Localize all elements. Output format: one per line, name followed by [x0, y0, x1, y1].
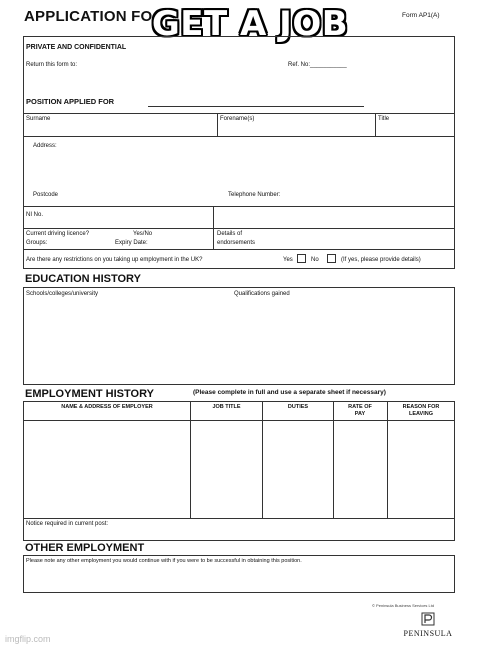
no-label: No — [311, 257, 319, 263]
divider — [23, 420, 455, 421]
divider — [23, 228, 455, 229]
meme-caption: GET A JOB — [151, 4, 349, 44]
peninsula-logo — [403, 612, 453, 638]
yes-label: Yes — [283, 257, 293, 263]
employment-heading: EMPLOYMENT HISTORY — [25, 388, 154, 400]
education-heading: EDUCATION HISTORY — [25, 273, 141, 285]
column-header: NAME & ADDRESS OF EMPLOYER — [61, 404, 153, 410]
watermark: imgflip.com — [5, 634, 51, 644]
yes-checkbox[interactable] — [297, 254, 306, 263]
licence-label: Current driving licence? — [26, 231, 90, 237]
copyright: © Peninsula Business Services Ltd — [372, 603, 435, 608]
divider — [217, 113, 218, 136]
forenames-label: Forename(s) — [220, 116, 255, 122]
return-to-label: Return this form to: — [26, 62, 78, 68]
qualifications-label: Qualifications gained — [234, 291, 290, 297]
divider — [23, 518, 455, 519]
position-line[interactable] — [148, 106, 364, 107]
divider — [23, 206, 455, 207]
other-employment-text: Please note any other employment you would continue with if you were to be successful in obtaining this position. — [26, 558, 302, 564]
position-label: POSITION APPLIED FOR — [26, 97, 115, 106]
schools-label: Schools/colleges/university — [26, 291, 99, 297]
form-number: Form AP1(A) — [402, 12, 440, 19]
peninsula-logo-icon — [421, 612, 435, 626]
column-header: RATE OF PAY — [348, 404, 372, 417]
ni-label: NI No. — [26, 212, 44, 218]
logo-text: PENINSULA — [403, 629, 453, 638]
endorsements-label: Details of — [217, 231, 243, 237]
endorsements-label: endorsements — [217, 240, 256, 246]
confidential-label: PRIVATE AND CONFIDENTIAL — [26, 44, 127, 51]
if-yes-label: (If yes, please provide details) — [341, 257, 421, 263]
postcode-label: Postcode — [33, 192, 59, 198]
surname-label: Surname — [26, 116, 51, 122]
education-box[interactable] — [23, 287, 455, 385]
ref-no-label: Ref. No:___________ — [288, 62, 347, 68]
employment-note: (Please complete in full and use a separate sheet if necessary) — [193, 389, 386, 396]
divider — [23, 136, 455, 137]
column-header: DUTIES — [287, 404, 309, 410]
divider — [387, 401, 388, 518]
divider — [190, 401, 191, 518]
address-label: Address: — [33, 143, 57, 149]
divider — [375, 113, 376, 136]
column-header: JOB TITLE — [212, 404, 241, 410]
restrictions-label: Are there any restrictions on you taking up employment in the UK? — [26, 257, 203, 263]
form-title: APPLICATION FO — [24, 8, 153, 25]
divider — [333, 401, 334, 518]
title-field-label: Title — [378, 116, 390, 122]
employment-table — [23, 401, 455, 541]
yes-no-label: Yes/No — [133, 231, 153, 237]
groups-label: Groups: — [26, 240, 48, 246]
telephone-label: Telephone Number: — [228, 192, 281, 198]
divider — [23, 249, 455, 250]
column-header: REASON FOR LEAVING — [402, 404, 440, 417]
divider — [262, 401, 263, 518]
no-checkbox[interactable] — [327, 254, 336, 263]
divider — [23, 113, 455, 114]
expiry-label: Expiry Date: — [115, 240, 148, 246]
other-employment-heading: OTHER EMPLOYMENT — [25, 542, 145, 554]
notice-label: Notice required in current post: — [26, 521, 109, 527]
